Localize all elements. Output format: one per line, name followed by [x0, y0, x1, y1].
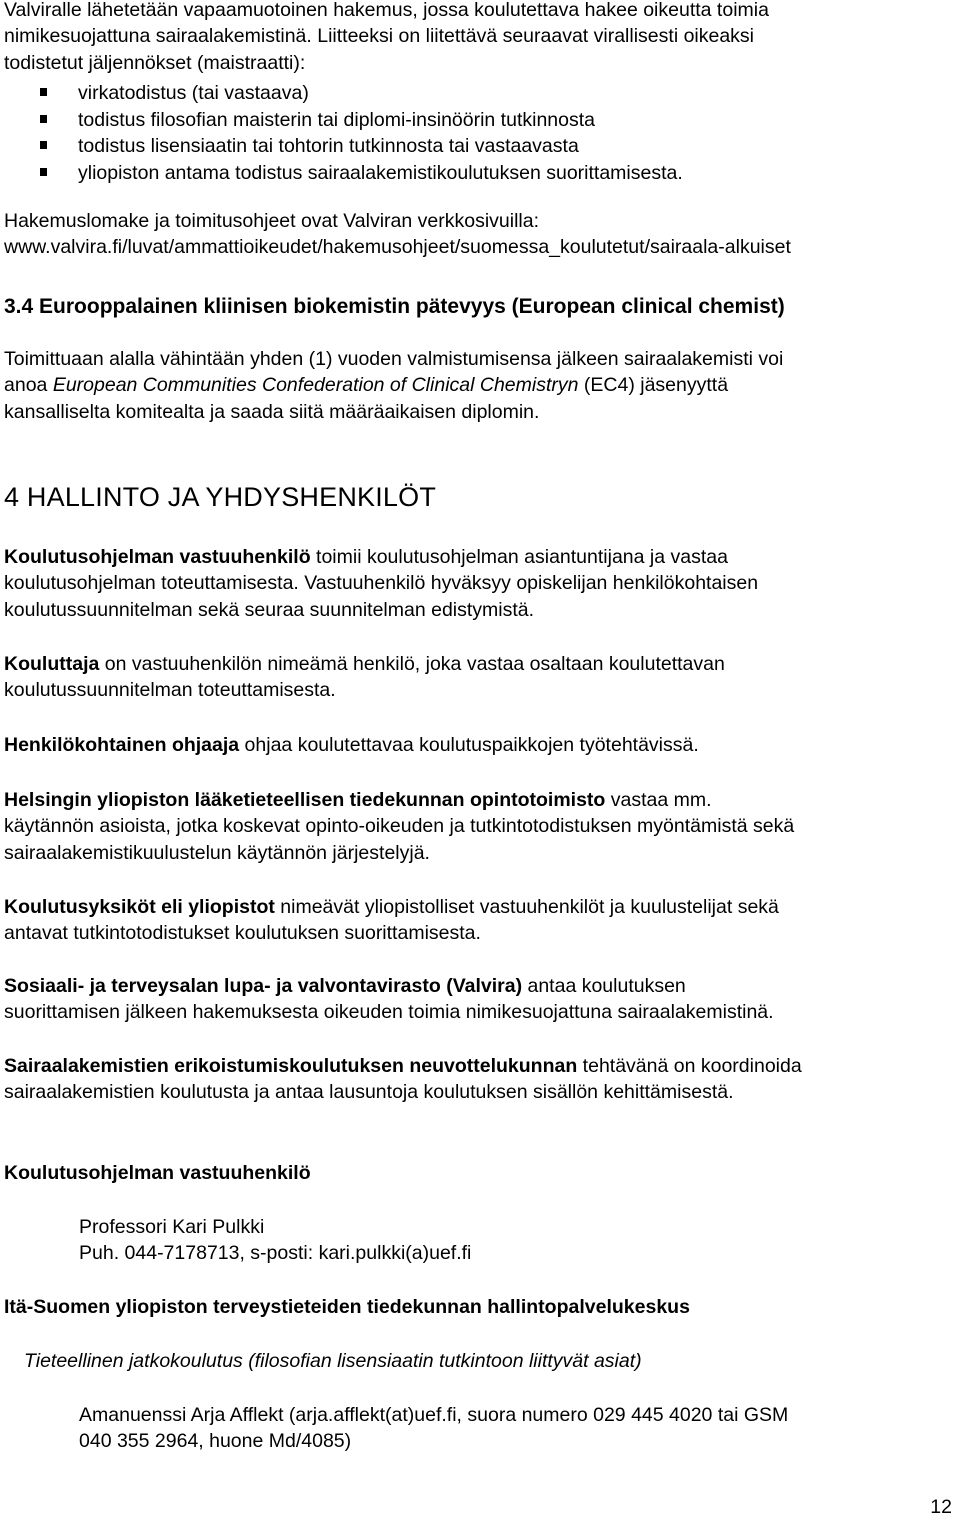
role-term: Henkilökohtainen ohjaaja [4, 734, 240, 756]
role-term: Sairaalakemistien erikoistumiskoulutuksen neuvottelukunnan [4, 1055, 578, 1077]
valvira-paragraph [4, 973, 952, 1026]
study-office-paragraph [4, 787, 952, 866]
list-item: virkatodistus (tai vastaava) [0, 80, 683, 107]
form-info-text: Hakemuslomake ja toimitusohjeet ovat Valviran verkkosivuilla: [4, 210, 540, 232]
paragraph-line [4, 1053, 952, 1079]
role-term: Koulutusohjelman vastuuhenkilö [4, 546, 311, 568]
paragraph-line: koulutussuunnitelman sekä seuraa suunnitelman edistymistä. [4, 598, 535, 621]
services-subheading: Tieteellinen jatkokoulutus (filosofian lisensiaatin tutkintoon liittyvät asiat) [24, 1350, 642, 1372]
paragraph-line: antavat tutkintotodistukset koulutuksen suorittamisesta. [4, 922, 481, 945]
text-run: vastaa mm. [605, 789, 712, 811]
role-term: Helsingin yliopiston lääketieteellisen tiedekunnan opintotoimisto [4, 789, 606, 811]
advisory-board-paragraph [4, 1053, 952, 1106]
paragraph-line: koulutusohjelman toteuttamisesta. Vastuuhenkilö hyväksyy opiskelijan henkilökohtaisen [4, 572, 759, 595]
text-run: toimii koulutusohjelman asiantuntijana ja vastaa [310, 546, 728, 568]
paragraph-line [4, 973, 952, 999]
paragraph-line [4, 372, 952, 398]
text-run: antaa koulutuksen [522, 975, 686, 997]
responsible-contact [79, 1214, 952, 1267]
intro-line: nimikesuojattuna sairaalakemistinä. Liitteeksi on liitettävä seuraavat virallisesti oikeaksi [4, 25, 755, 48]
text-run: nimeävät yliopistolliset vastuuhenkilöt ja kuulustelijat sekä [274, 896, 779, 918]
paragraph-line: sairaalakemistikuulustelun käytännön järjestelyjä. [4, 841, 430, 864]
paragraph-line: kansalliselta komitealta ja saada siitä määräaikaisen diplomin. [4, 400, 540, 423]
paragraph-line [4, 544, 952, 570]
list-item: todistus filosofian maisterin tai diplomi-insinöörin tutkinnosta [0, 107, 683, 134]
trainer-paragraph [4, 651, 952, 704]
amanuensis-contact [79, 1402, 952, 1455]
attachment-list [0, 80, 683, 186]
paragraph-line: koulutussuunnitelman toteuttamisesta. [4, 679, 336, 702]
responsible-person-paragraph [4, 544, 952, 623]
role-term: Kouluttaja [4, 653, 100, 675]
section-3-4-heading: 3.4 Eurooppalainen kliinisen biokemistin pätevyys (European clinical chemist) [4, 295, 785, 318]
paragraph-line [4, 894, 952, 920]
list-item: yliopiston antama todistus sairaalakemistikoulutuksen suorittamisesta. [0, 160, 683, 187]
section-3-4-paragraph [4, 346, 952, 425]
contact-details: Amanuenssi Arja Afflekt (arja.afflekt(at)uef.fi, suora numero 029 445 4020 tai GSM [79, 1404, 789, 1426]
paragraph-line: Toimittuaan alalla vähintään yhden (1) vuoden valmistumisensa jälkeen sairaalakemisti voi [4, 348, 784, 370]
form-info [4, 208, 952, 261]
supervisor-paragraph [4, 732, 952, 758]
responsible-heading: Koulutusohjelman vastuuhenkilö [4, 1162, 311, 1184]
paragraph-line [4, 787, 952, 813]
services-heading: Itä-Suomen yliopiston terveystieteiden tiedekunnan hallintopalvelukeskus [4, 1296, 690, 1318]
contact-details: Puh. 044-7178713, s-posti: kari.pulkki(a)uef.fi [79, 1242, 472, 1265]
intro-line: todistetut jäljennökset (maistraatti): [4, 51, 306, 74]
contact-name: Professori Kari Pulkki [79, 1216, 265, 1238]
intro-paragraph [4, 0, 952, 76]
text-run: tehtävänä on koordinoida [577, 1055, 802, 1077]
text-run: (EC4) jäsenyyttä [578, 374, 729, 397]
contact-details: 040 355 2964, huone Md/4085) [79, 1430, 352, 1453]
valvira-link[interactable]: www.valvira.fi/luvat/ammattioikeudet/hakemusohjeet/suomessa_koulutetut/sairaala-alkuiset [4, 236, 791, 259]
role-term: Koulutusyksiköt eli yliopistot [4, 896, 275, 918]
text-run: ohjaa koulutettavaa koulutuspaikkojen työtehtävissä. [239, 734, 699, 756]
universities-paragraph [4, 894, 952, 947]
intro-line: Valviralle lähetetään vapaamuotoinen hakemus, jossa koulutettava hakee oikeutta toimia [4, 0, 769, 21]
paragraph-line [4, 651, 952, 677]
paragraph-line: suorittamisen jälkeen hakemuksesta oikeuden toimia nimikesuojattuna sairaalakemistinä. [4, 1001, 774, 1024]
paragraph-line [4, 732, 952, 758]
text-run: anoa [4, 374, 53, 397]
list-item: todistus lisensiaatin tai tohtorin tutkinnosta tai vastaavasta [0, 133, 683, 160]
text-run: on vastuuhenkilön nimeämä henkilö, joka vastaa osaltaan koulutettavan [99, 653, 725, 675]
ec4-name: European Communities Confederation of Clinical Chemistryn [52, 374, 579, 397]
section-4-heading: 4 HALLINTO JA YHDYSHENKILÖT [4, 482, 437, 512]
page-number: 12 [930, 1496, 952, 1518]
paragraph-line: käytännön asioista, jotka koskevat opinto-oikeuden ja tutkintotodistuksen myöntämistä sekä [4, 815, 795, 838]
role-term: Sosiaali- ja terveysalan lupa- ja valvontavirasto (Valvira) [4, 975, 523, 997]
paragraph-line: sairaalakemistien koulutusta ja antaa lausuntoja koulutuksen sisällön kehittämisestä. [4, 1081, 734, 1104]
